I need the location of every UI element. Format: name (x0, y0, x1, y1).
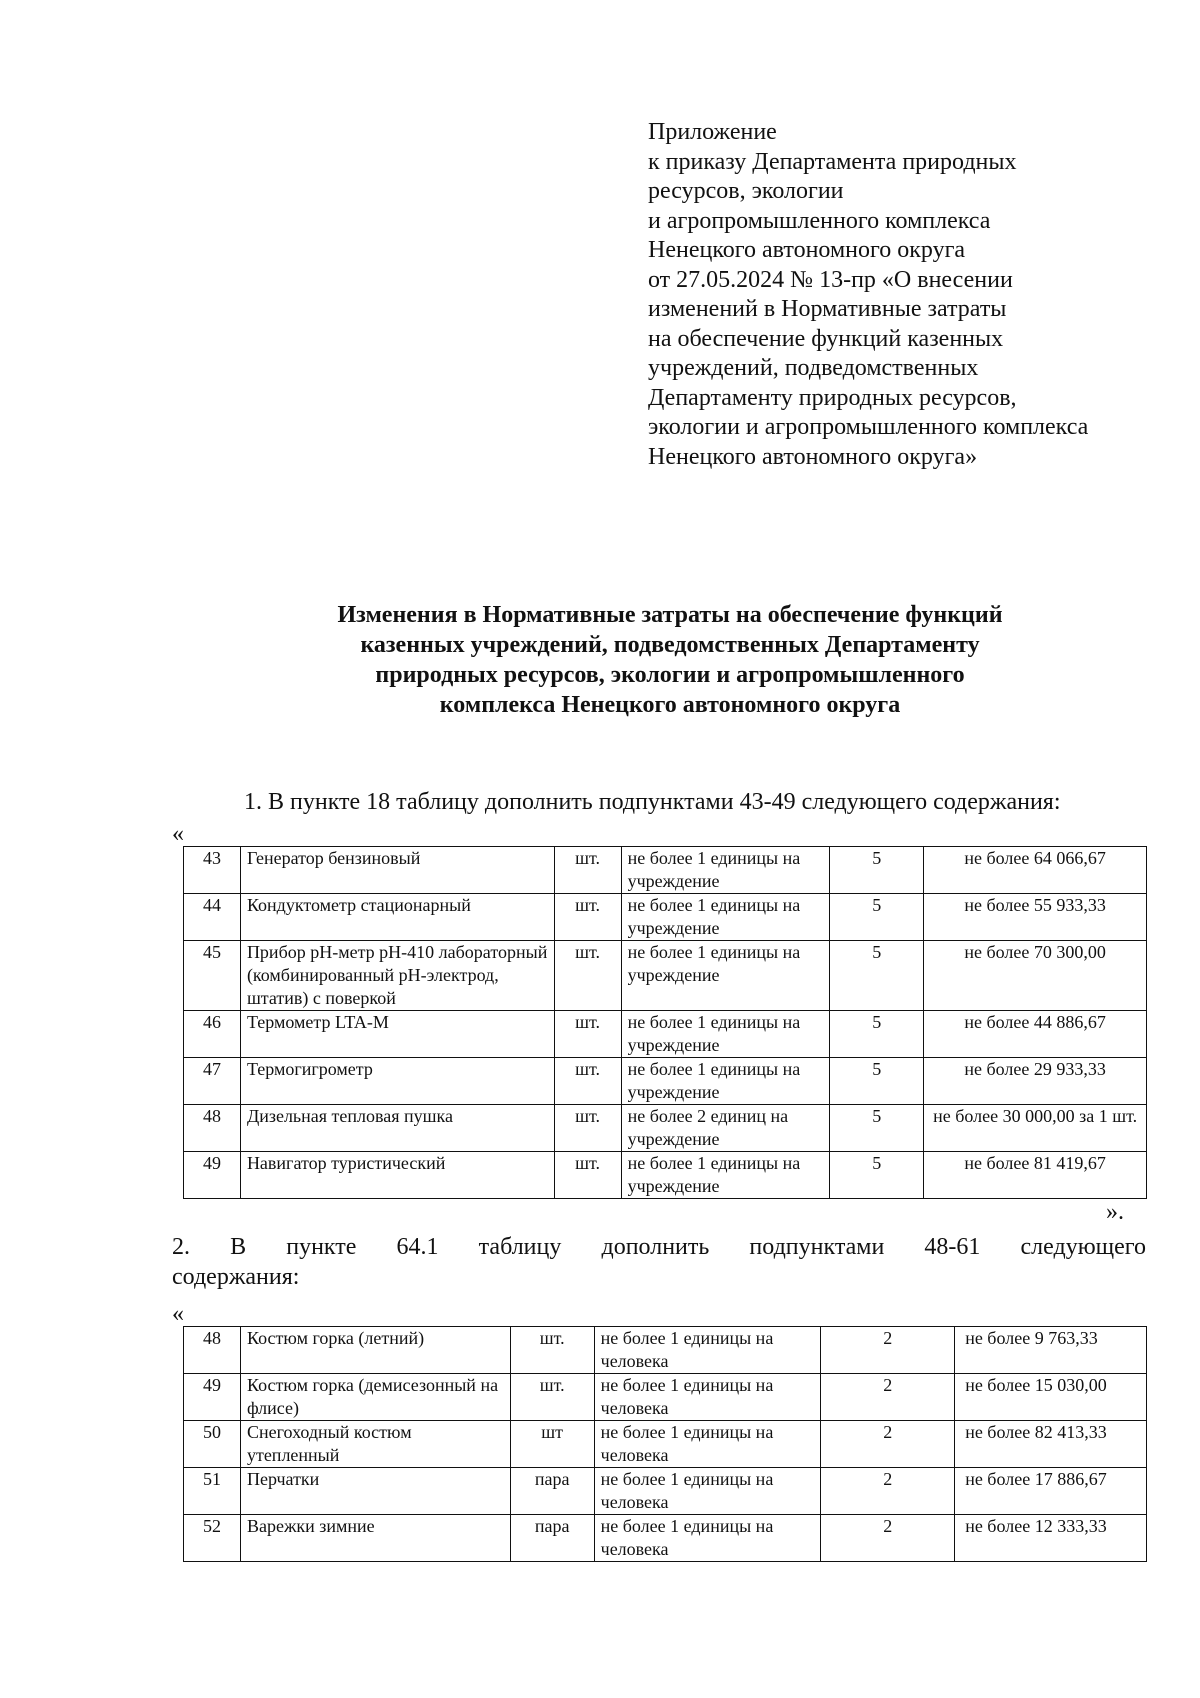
row-number: 50 (184, 1421, 241, 1468)
table-row (184, 1374, 1147, 1421)
item-name: Кондуктометр стационарный (240, 894, 554, 941)
item-name: Перчатки (240, 1468, 510, 1515)
item-name: Прибор pH-метр pH-410 лабораторный (комбинированный pH-электрод, штатив) с поверкой (240, 941, 554, 1011)
row-number: 46 (184, 1011, 241, 1058)
appendix-line: Ненецкого автономного округа (648, 237, 966, 263)
item-unit: шт. (554, 1011, 621, 1058)
item-price: не более 30 000,00 за 1 шт. (924, 1105, 1147, 1152)
item-years: 2 (821, 1515, 955, 1562)
item-norm: не более 1 единицы на человека (594, 1468, 821, 1515)
item-unit: шт. (554, 1152, 621, 1199)
item-years: 2 (821, 1468, 955, 1515)
item-years: 5 (830, 1105, 924, 1152)
item-price: не более 9 763,33 (955, 1327, 1147, 1374)
item-years: 5 (830, 1058, 924, 1105)
item-unit: пара (510, 1468, 594, 1515)
item-name: Термометр LTA-M (240, 1011, 554, 1058)
item-norm: не более 1 единицы на учреждение (621, 1058, 830, 1105)
appendix-line: экологии и агропромышленного комплекса (648, 414, 1089, 440)
item-name: Навигатор туристический (240, 1152, 554, 1199)
item-years: 2 (821, 1421, 955, 1468)
item-years: 5 (830, 894, 924, 941)
item-price: не более 12 333,33 (955, 1515, 1147, 1562)
row-number: 49 (184, 1374, 241, 1421)
item-norm: не более 1 единицы на учреждение (621, 1152, 830, 1199)
appendix-line: Приложение (648, 119, 777, 145)
item-price: не более 81 419,67 (924, 1152, 1147, 1199)
item-name: Снегоходный костюм утепленный (240, 1421, 510, 1468)
item-years: 5 (830, 847, 924, 894)
table-row (184, 941, 1147, 1011)
appendix-line: Департаменту природных ресурсов, (648, 384, 1017, 411)
section1-text: 1. В пункте 18 таблицу дополнить подпунктами 43-49 следующего содержания: (244, 789, 1061, 815)
row-number: 47 (184, 1058, 241, 1105)
item-name: Варежки зимние (240, 1515, 510, 1562)
item-norm: не более 1 единицы на учреждение (621, 941, 830, 1011)
item-unit: шт. (510, 1374, 594, 1421)
title-line: комплекса Ненецкого автономного округа (439, 692, 901, 718)
item-unit: шт. (554, 1105, 621, 1152)
item-norm: не более 1 единицы на человека (594, 1421, 821, 1468)
item-price: не более 64 066,67 (924, 847, 1147, 894)
item-norm: не более 1 единицы на человека (594, 1515, 821, 1562)
appendix-line: и агропромышленного комплекса (648, 207, 991, 234)
section2-text-continued: содержания: (172, 1264, 300, 1290)
item-price: не более 17 886,67 (955, 1468, 1147, 1515)
row-number: 44 (184, 894, 241, 941)
item-price: не более 70 300,00 (924, 941, 1147, 1011)
table-row (184, 1152, 1147, 1199)
item-unit: шт. (554, 941, 621, 1011)
item-price: не более 29 933,33 (924, 1058, 1147, 1105)
title-line: Изменения в Нормативные затраты на обеспечение функций (337, 602, 1003, 628)
appendix-line: изменений в Нормативные затраты (648, 296, 1007, 322)
section1-quote-open: « (172, 821, 184, 847)
row-number: 52 (184, 1515, 241, 1562)
item-norm: не более 2 единиц на учреждение (621, 1105, 830, 1152)
item-price: не более 55 933,33 (924, 894, 1147, 941)
table-row (184, 1327, 1147, 1374)
item-unit: пара (510, 1515, 594, 1562)
document-title (170, 600, 1170, 720)
item-unit: шт. (554, 894, 621, 941)
section2-text: 2. В пункте 64.1 таблицу дополнить подпунктами 48-61 следующего (172, 1234, 1146, 1260)
appendix-line: на обеспечение функций казенных (648, 325, 1004, 352)
row-number: 51 (184, 1468, 241, 1515)
item-price: не более 44 886,67 (924, 1011, 1147, 1058)
appendix-line: ресурсов, экологии (648, 178, 844, 204)
item-price: не более 15 030,00 (955, 1374, 1147, 1421)
title-line: природных ресурсов, экологии и агропромышленного (375, 662, 965, 688)
item-name: Генератор бензиновый (240, 847, 554, 894)
appendix-line: Ненецкого автономного округа» (648, 443, 978, 470)
item-unit: шт. (510, 1327, 594, 1374)
item-years: 5 (830, 1011, 924, 1058)
item-unit: шт. (554, 847, 621, 894)
section2-table (183, 1326, 1147, 1562)
appendix-line: к приказу Департамента природных (648, 148, 1017, 175)
appendix-header (648, 118, 1168, 472)
item-name: Термогигрометр (240, 1058, 554, 1105)
table-row (184, 1468, 1147, 1515)
row-number: 43 (184, 847, 241, 894)
item-name: Дизельная тепловая пушка (240, 1105, 554, 1152)
section1-table (183, 846, 1147, 1199)
appendix-line: от 27.05.2024 № 13-пр «О внесении (648, 266, 1013, 293)
table-row (184, 1421, 1147, 1468)
table-row (184, 1105, 1147, 1152)
item-price: не более 82 413,33 (955, 1421, 1147, 1468)
item-norm: не более 1 единицы на учреждение (621, 894, 830, 941)
appendix-line: учреждений, подведомственных (648, 355, 979, 381)
item-norm: не более 1 единицы на человека (594, 1327, 821, 1374)
row-number: 48 (184, 1327, 241, 1374)
section2-quote-open: « (172, 1301, 184, 1327)
section1-quote-close: ». (1106, 1199, 1124, 1225)
row-number: 48 (184, 1105, 241, 1152)
item-unit: шт (510, 1421, 594, 1468)
table-row (184, 1011, 1147, 1058)
item-norm: не более 1 единицы на учреждение (621, 1011, 830, 1058)
table-row (184, 1058, 1147, 1105)
table-row (184, 847, 1147, 894)
row-number: 45 (184, 941, 241, 1011)
item-name: Костюм горка (демисезонный на флисе) (240, 1374, 510, 1421)
item-name: Костюм горка (летний) (240, 1327, 510, 1374)
item-norm: не более 1 единицы на человека (594, 1374, 821, 1421)
row-number: 49 (184, 1152, 241, 1199)
table-row (184, 894, 1147, 941)
item-years: 2 (821, 1327, 955, 1374)
table-row (184, 1515, 1147, 1562)
item-norm: не более 1 единицы на учреждение (621, 847, 830, 894)
item-years: 5 (830, 941, 924, 1011)
item-years: 2 (821, 1374, 955, 1421)
title-line: казенных учреждений, подведомственных Департаменту (360, 632, 980, 658)
item-years: 5 (830, 1152, 924, 1199)
item-unit: шт. (554, 1058, 621, 1105)
